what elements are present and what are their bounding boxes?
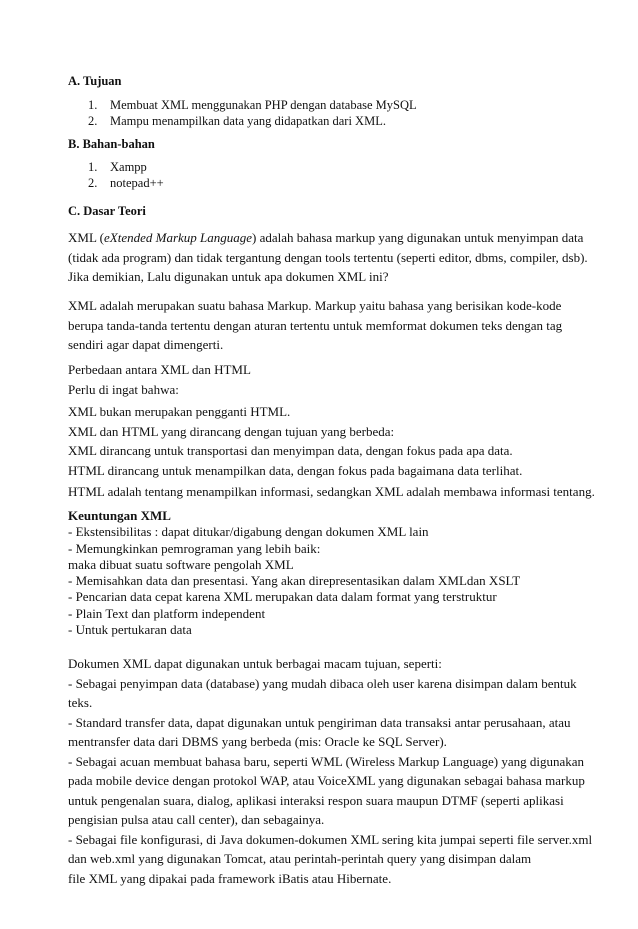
heading-bahan: B. Bahan-bahan xyxy=(68,137,155,151)
list-item: 2. notepad++ xyxy=(88,176,164,190)
list-item: maka dibuat suatu software pengolah XML xyxy=(68,556,294,572)
heading-tujuan: A. Tujuan xyxy=(68,74,122,88)
list-item: - Memisahkan data dan presentasi. Yang akan direpresentasikan dalam XMLdan XSLT xyxy=(68,573,521,589)
list-item: 2. Mampu menampilkan data yang didapatkan dari XML. xyxy=(88,114,386,128)
heading-keuntungan: Keuntungan XML xyxy=(68,508,171,523)
advantages-section xyxy=(68,508,608,638)
list-item: - Plain Text dan platform independent xyxy=(68,605,266,621)
paragraph-difference-intro: Perbedaan antara XML dan HTML Perlu di ingat bahwa: xyxy=(68,362,251,397)
tujuan-list xyxy=(88,97,628,129)
heading-dasar-teori: C. Dasar Teori xyxy=(68,204,146,218)
paragraph-definition: XML adalah merupakan suatu bahasa Markup. Markup yaitu bahasa yang berisikan kode-kode berupa tanda-tanda tertentu dengan aturan tertentu untuk memformat dokumen teks dengan tag sendiri agar dapat dimengerti. xyxy=(68,298,563,352)
list-item: - Memungkinkan pemrograman yang lebih baik: xyxy=(68,540,321,556)
paragraph-differences: XML bukan merupakan pengganti HTML. XML dan HTML yang dirancang dengan tujuan yang berbeda: XML dirancang untuk transportasi dan menyimpan data, dengan fokus pada apa data. HTML dirancang untuk menampilkan data, dengan fokus pada bagaimana data terlihat. xyxy=(68,404,523,478)
list-item: - Ekstensibilitas : dapat ditukar/digabung dengan dokumen XML lain xyxy=(68,524,429,540)
list-item: - Pencarian data cepat karena XML merupakan data dalam format yang terstruktur xyxy=(68,589,497,605)
paragraph-xml-intro: XML (eXtended Markup Language) adalah bahasa markup yang digunakan untuk menyimpan data (tidak ada program) dan tidak tergantung dengan tools tertentu (seperti editor, dbms, compiler, dsb). Jika demikian, Lalu digunakan untuk apa dokumen XML ini? xyxy=(68,230,588,284)
list-item: 1. Xampp xyxy=(88,160,147,174)
list-item: 1. Membuat XML menggunakan PHP dengan database MySQL xyxy=(88,98,417,112)
bahan-list xyxy=(88,159,628,191)
paragraph-uses: Dokumen XML dapat digunakan untuk berbagai macam tujuan, seperti: - Sebagai penyimpan data (database) yang mudah dibaca oleh user karena disimpan dalam bentuk teks. - Standard transfer data, dapat digunakan untuk pengiriman data transaksi antar perusahaan, atau mentransfer data dari DBMS yang berbeda (mis: Oracle ke SQL Server). - Sebagai acuan membuat bahasa baru, seperti WML (Wireless Markup Language) yang digunakan pada mobile device dengan protokol WAP, atau VoiceXML yang digunakan sebagai bahasa markup untuk pengenalan suara, dialog, aplikasi interaksi respon suara maupun DTMF (seperti aplikasi pengisian pulsa atau call center), dan sebagainya. - Sebagai file konfigurasi, di Java dokumen-dokumen XML sering kita jumpai seperti file server.xml dan web.xml yang digunakan Tomcat, atau perintah-perintah query yang disimpan dalam file XML yang dipakai pada framework iBatis atau Hibernate. xyxy=(68,656,593,886)
paragraph-summary: HTML adalah tentang menampilkan informasi, sedangkan XML adalah membawa informasi tentang. xyxy=(68,484,595,499)
list-item: - Untuk pertukaran data xyxy=(68,622,192,638)
